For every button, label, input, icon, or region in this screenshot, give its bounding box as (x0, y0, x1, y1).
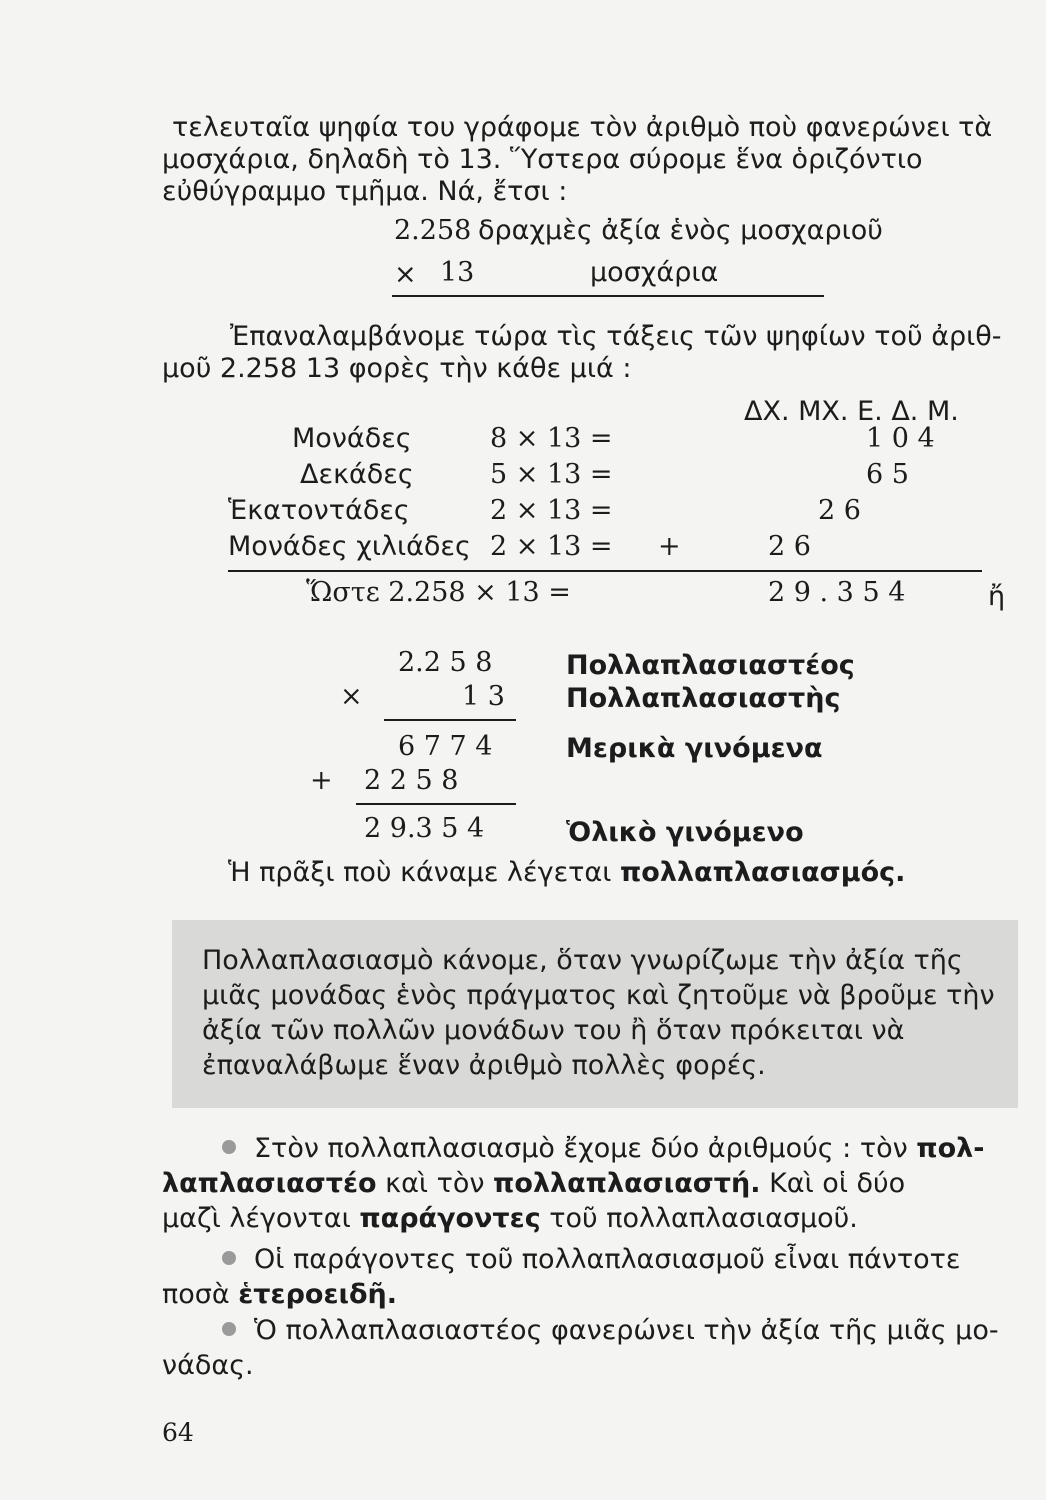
intro-line-2: μοσχάρια, δηλαδὴ τὸ 13. Ὕστερα σύρομε ἕνα ὁριζόντιο (162, 144, 923, 175)
mult-rule-2 (356, 803, 516, 805)
note-1-text-end: τοῦ πολλαπλασιασμοῦ. (540, 1203, 858, 1234)
row-label-tens: Δεκάδες (300, 459, 414, 490)
label-multiplier: Πολλαπλασιαστὴς (566, 683, 841, 714)
row-result-hundreds: 2 6 (818, 495, 861, 526)
row-expr-units: 8 × 13 = (490, 423, 613, 454)
row-result-tens: 6 5 (866, 459, 909, 490)
total-expression: Ὥστε 2.258 × 13 = (306, 577, 571, 608)
note-1-text-both: Καὶ οἱ δύο (760, 1168, 906, 1199)
setup-multiplier: 13 (440, 257, 475, 288)
definition-prefix: Ἡ πρᾶξι ποὺ κάναμε λέγεται (228, 857, 620, 888)
row-result-thousands: 2 6 (768, 531, 811, 562)
multiplicand: 2.2 5 8 (398, 647, 493, 678)
note-2-line-2 (162, 1280, 397, 1310)
label-product: Ὁλικὸ γινόμενο (566, 817, 804, 848)
setup-multiplier-text: μοσχάρια (590, 257, 719, 288)
note-1-term-multiplicand: πολ- (916, 1133, 985, 1164)
column-header: ΔΧ. ΜΧ. Ε. Δ. Μ. (744, 396, 959, 427)
note-1-term-multiplier: πολλαπλασιαστή. (493, 1168, 761, 1199)
label-multiplicand: Πολλαπλασιαστέος (566, 650, 855, 681)
mult-times-sign: × (340, 681, 363, 712)
final-product: 2 9.3 5 4 (364, 813, 485, 844)
repeat-line-2: μοῦ 2.258 13 φορὲς τὴν κάθε μιά : (162, 353, 632, 384)
bullet-icon (222, 1322, 236, 1336)
partial-product-1: 6 7 7 4 (398, 731, 493, 762)
definition-term: πολλαπλασιασμός. (619, 857, 906, 888)
bullet-icon (222, 1251, 236, 1265)
times-sign: × (394, 259, 417, 290)
partial-product-2: 2 2 5 8 (364, 765, 459, 796)
rule-line-4: ἐπαναλάβωμε ἕναν ἀριθμὸ πολλὲς φορές. (202, 1050, 766, 1081)
rule-line-1: Πολλαπλασιασμὸ κάνομε, ὅταν γνωρίζωμε τὴν ἀξία τῆς (202, 945, 963, 976)
setup-text: δραχμὲς ἀξία ἑνὸς μοσχαριοῦ (478, 215, 883, 246)
total-suffix: ἤ (988, 581, 1006, 612)
note-1-text-together: μαζὶ λέγονται (162, 1203, 360, 1234)
row-plus-thousands: + (658, 531, 681, 562)
row-expr-thousands: 2 × 13 = (490, 531, 613, 562)
row-label-thousands: Μονάδες χιλιάδες (228, 531, 471, 562)
setup-rule (392, 295, 824, 297)
label-partials: Μερικὰ γινόμενα (566, 733, 823, 764)
sum-rule (228, 570, 982, 572)
rule-line-3: ἀξία τῶν πολλῶν μονάδων του ἢ ὅταν πρόκειται νὰ (202, 1015, 905, 1046)
bullet-icon (222, 1140, 236, 1154)
intro-line-1: τελευταῖα ψηφία του γράφομε τὸν ἀριθμὸ ποὺ φανερώνει τὰ (172, 112, 993, 143)
row-expr-hundreds: 2 × 13 = (490, 495, 613, 526)
note-2-line-1: Οἱ παράγοντες τοῦ πολλαπλασιασμοῦ εἶναι πάντοτε (254, 1244, 961, 1275)
note-1-line-1 (254, 1134, 984, 1164)
multiplier: 1 3 (462, 681, 505, 712)
definition-line (228, 858, 905, 888)
note-1-line-2 (162, 1169, 905, 1199)
note-1-term-multiplicand-end: λαπλασιαστέο (162, 1168, 377, 1199)
row-result-units: 1 0 4 (866, 423, 935, 454)
note-3-line-2: νάδας. (162, 1350, 254, 1381)
rule-line-2: μιᾶς μονάδας ἑνὸς πράγματος καὶ ζητοῦμε νὰ βροῦμε τὴν (202, 980, 995, 1011)
row-expr-tens: 5 × 13 = (490, 459, 613, 490)
mult-rule-1 (384, 719, 516, 721)
row-label-units: Μονάδες (292, 423, 412, 454)
page-number: 64 (162, 1418, 194, 1447)
repeat-line-1: Ἐπαναλαμβάνομε τώρα τὶς τάξεις τῶν ψηφίων τοῦ ἀριθ- (230, 321, 1002, 352)
note-1-line-3 (162, 1204, 858, 1234)
note-1-text-and: καὶ τὸν (376, 1168, 494, 1199)
note-3-line-1: Ὁ πολλαπλασιαστέος φανερώνει τὴν ἀξία τῆς μιᾶς μο- (254, 1315, 999, 1346)
intro-line-3: εὐθύγραμμο τμῆμα. Νά, ἔτσι : (162, 176, 568, 207)
note-2-text: ποσὰ (162, 1279, 239, 1310)
mult-plus-sign: + (310, 765, 333, 796)
note-1-term-factors: παράγοντες (359, 1203, 541, 1234)
row-label-hundreds: Ἑκατοντάδες (228, 495, 410, 526)
setup-number: 2.258 (394, 215, 472, 246)
note-2-term: ἑτεροειδῆ. (238, 1279, 398, 1310)
total-result: 2 9 . 3 5 4 (768, 577, 906, 608)
note-1-text: Στὸν πολλαπλασιασμὸ ἔχομε δύο ἀριθμούς : τὸν (254, 1133, 917, 1164)
